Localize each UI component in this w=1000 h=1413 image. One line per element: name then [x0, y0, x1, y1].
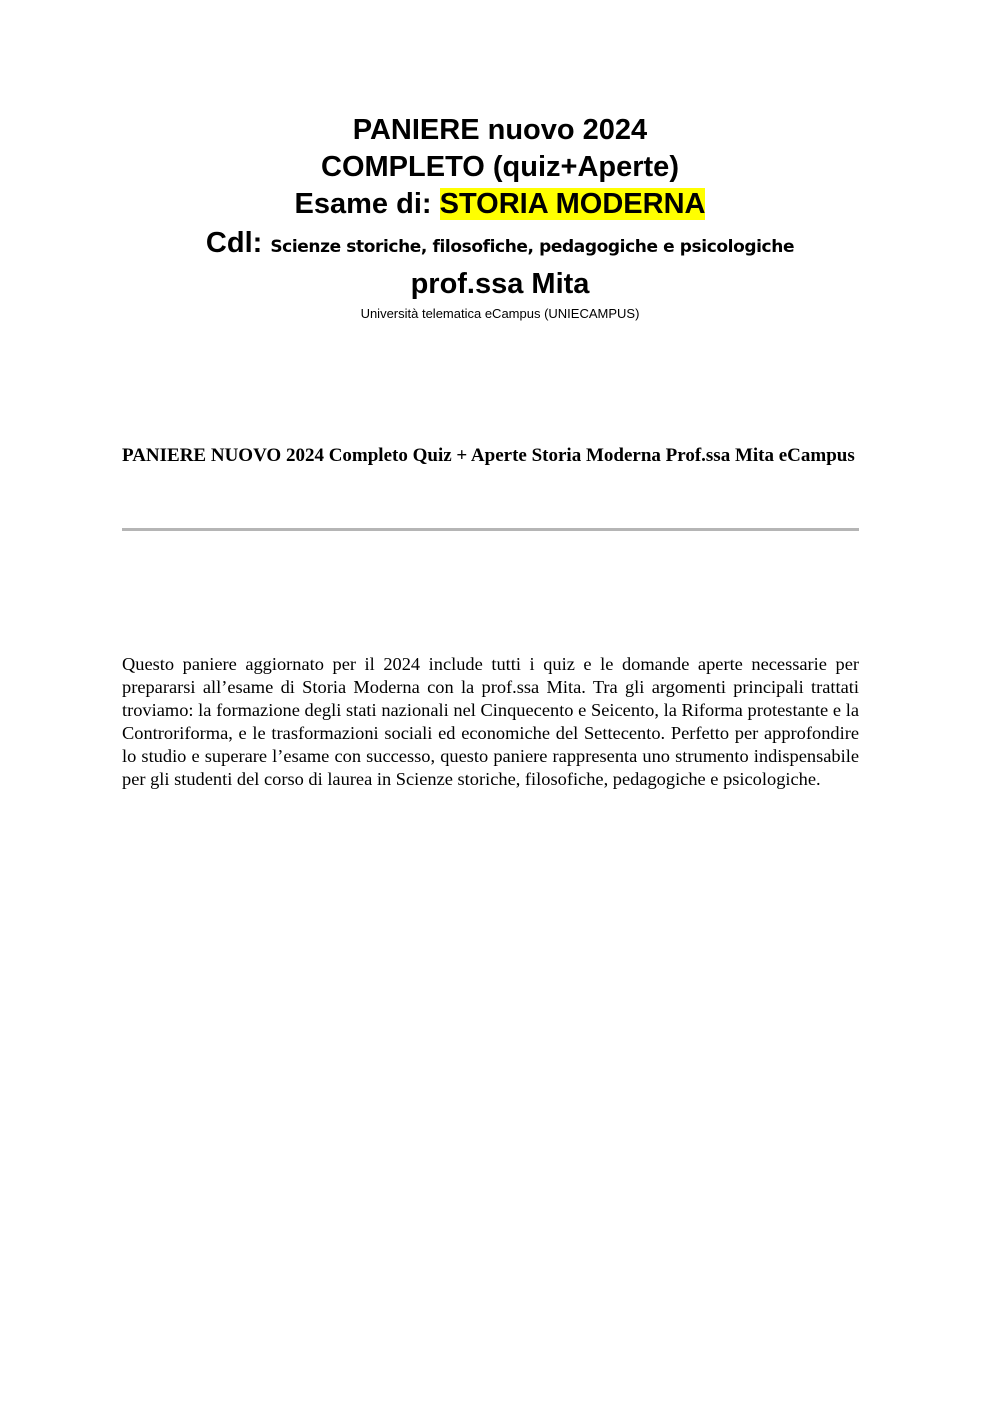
exam-line	[0, 186, 1000, 223]
exam-prefix: Esame di:	[294, 188, 440, 220]
professor-name: prof.ssa Mita	[410, 268, 590, 300]
cover-title-line-1: PANIERE nuovo 2024	[352, 114, 648, 146]
document-title: PANIERE NUOVO 2024 Completo Quiz + Aperte Storia Moderna Prof.ssa Mita eCampus	[122, 445, 855, 466]
university-name: Università telematica eCampus (UNIECAMPUS)	[360, 306, 640, 321]
cdl-course-name: Scienze storiche, filosofiche, pedagogiche e psicologiche	[270, 237, 795, 257]
cdl-label: Cdl:	[205, 227, 271, 259]
cdl-line	[0, 223, 1000, 267]
cover-header	[0, 112, 1000, 322]
cover-title-line-2: COMPLETO (quiz+Aperte)	[321, 151, 679, 183]
horizontal-divider	[122, 528, 859, 531]
document-description: Questo paniere aggiornato per il 2024 include tutti i quiz e le domande aperte necessarie per prepararsi all’esame di Storia Moderna con la prof.ssa Mita. Tra gli argomenti principali trattati troviamo: la formazione degli stati nazionali nel Cinquecento e Seicento, la Riforma protestante e la Controriforma, e le trasformazioni sociali ed economiche del Settecento. Perfetto per approfondire lo studio e superare l’esame con successo, questo paniere rappresenta uno strumento indispensabile per gli studenti del corso di laurea in Scienze storiche, filosofiche, pedagogiche e psicologiche.	[122, 654, 859, 789]
exam-subject-highlight: STORIA MODERNA	[439, 188, 706, 220]
